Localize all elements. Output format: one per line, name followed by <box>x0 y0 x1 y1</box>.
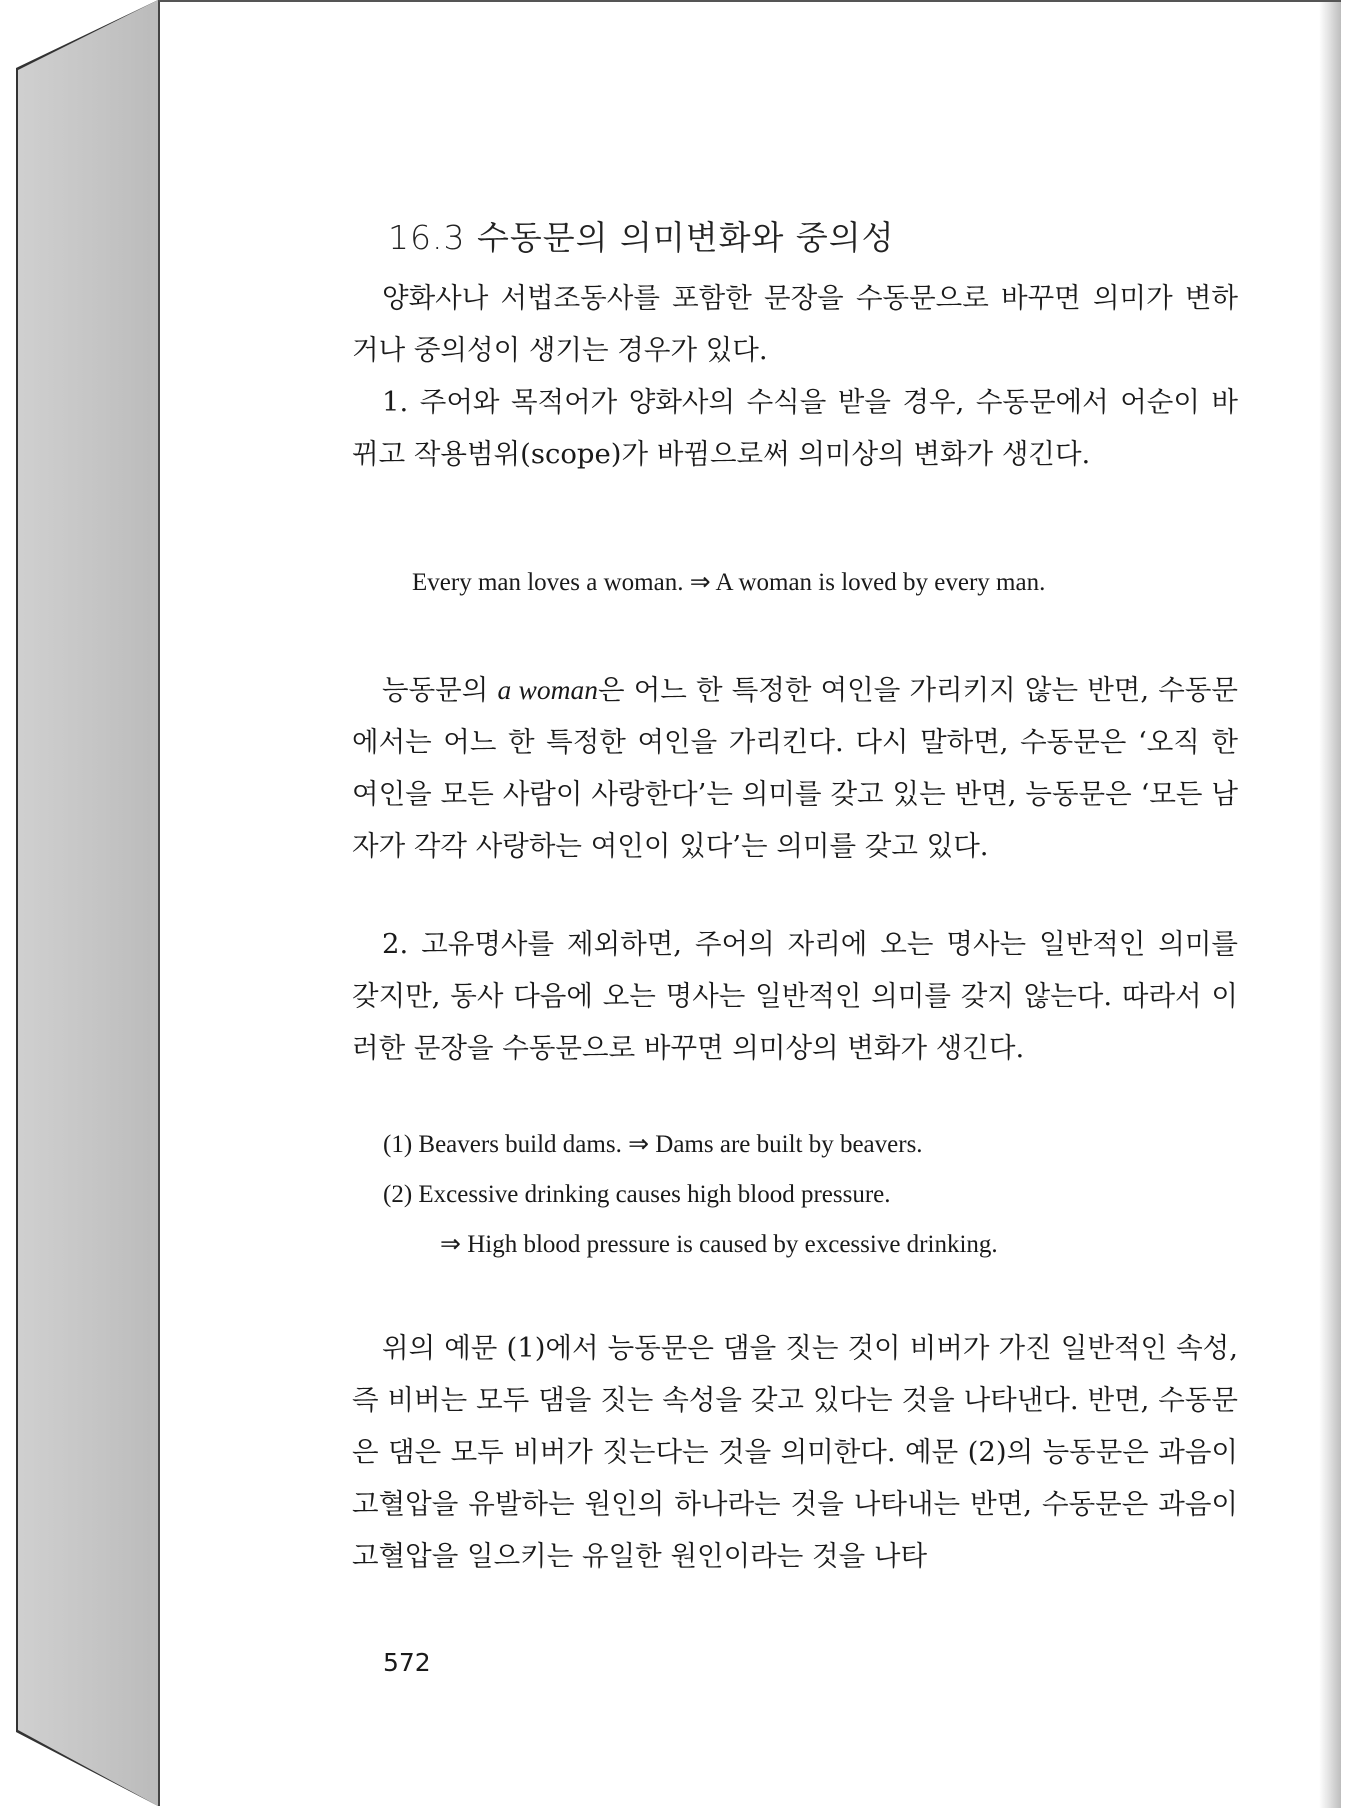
paragraph-explanation-1 <box>352 664 1238 872</box>
paragraph-point-2-text: 2. 고유명사를 제외하면, 주어의 자리에 오는 명사는 일반적인 의미를 갖지만, 동사 다음에 오는 명사는 일반적인 의미를 갖지 않는다. 따라서 이러한 문장을 수동문으로 바꾸면 의미상의 변화가 생긴다. <box>352 928 1238 1064</box>
example-sentence-1: (1) Beavers build dams. ⇒ Dams are built by beavers. <box>383 1131 923 1158</box>
paragraph-explanation-1-pre: 능동문의 <box>382 674 498 706</box>
page-number: 572 <box>383 1648 431 1677</box>
example-sentence-0: Every man loves a woman. ⇒ A woman is loved by every man. <box>412 569 1046 596</box>
paragraph-intro <box>352 272 1238 376</box>
page-edge-shadow <box>1319 2 1341 1808</box>
italic-term: a woman <box>497 674 598 705</box>
section-heading: 16.3 수동문의 의미변화와 중의성 <box>388 218 895 257</box>
example-sentence-3: ⇒ High blood pressure is caused by excessive drinking. <box>440 1231 998 1258</box>
paragraph-explanation-2-text: 위의 예문 (1)에서 능동문은 댐을 짓는 것이 비버가 가진 일반적인 속성, 즉 비버는 모두 댐을 짓는 속성을 갖고 있다는 것을 나타낸다. 반면, 수동문은 댐은 모두 비버가 짓는다는 것을 의미한다. 예문 (2)의 능동문은 과음이 고혈압을 유발하는 원인의 하나라는 것을 나타내는 반면, 수동문은 과음이 고혈압을 일으키는 유일한 원인이라는 것을 나타 <box>352 1332 1238 1572</box>
paragraph-point-1-text: 1. 주어와 목적어가 양화사의 수식을 받을 경우, 수동문에서 어순이 바뀌고 작용범위(scope)가 바뀜으로써 의미상의 변화가 생긴다. <box>352 386 1238 470</box>
paragraph-explanation-2 <box>352 1322 1238 1582</box>
example-sentence-2: (2) Excessive drinking causes high blood pressure. <box>383 1181 891 1208</box>
paragraph-explanation-1-post: 은 어느 한 특정한 여인을 가리키지 않는 반면, 수동문에서는 어느 한 특정한 여인을 가리킨다. 다시 말하면, 수동문은 ‘오직 한 여인을 모든 사람이 사랑한다’는 의미를 갖고 있는 반면, 능동문은 ‘모든 남자가 각각 사랑하는 여인이 있다’는 의미를 갖고 있다. <box>352 674 1238 862</box>
paragraph-intro-text: 양화사나 서법조동사를 포함한 문장을 수동문으로 바꾸면 의미가 변하거나 중의성이 생기는 경우가 있다. <box>352 282 1238 366</box>
paragraph-point-2 <box>352 918 1238 1074</box>
paragraph-point-1 <box>352 376 1238 480</box>
book-spine <box>0 0 170 1806</box>
